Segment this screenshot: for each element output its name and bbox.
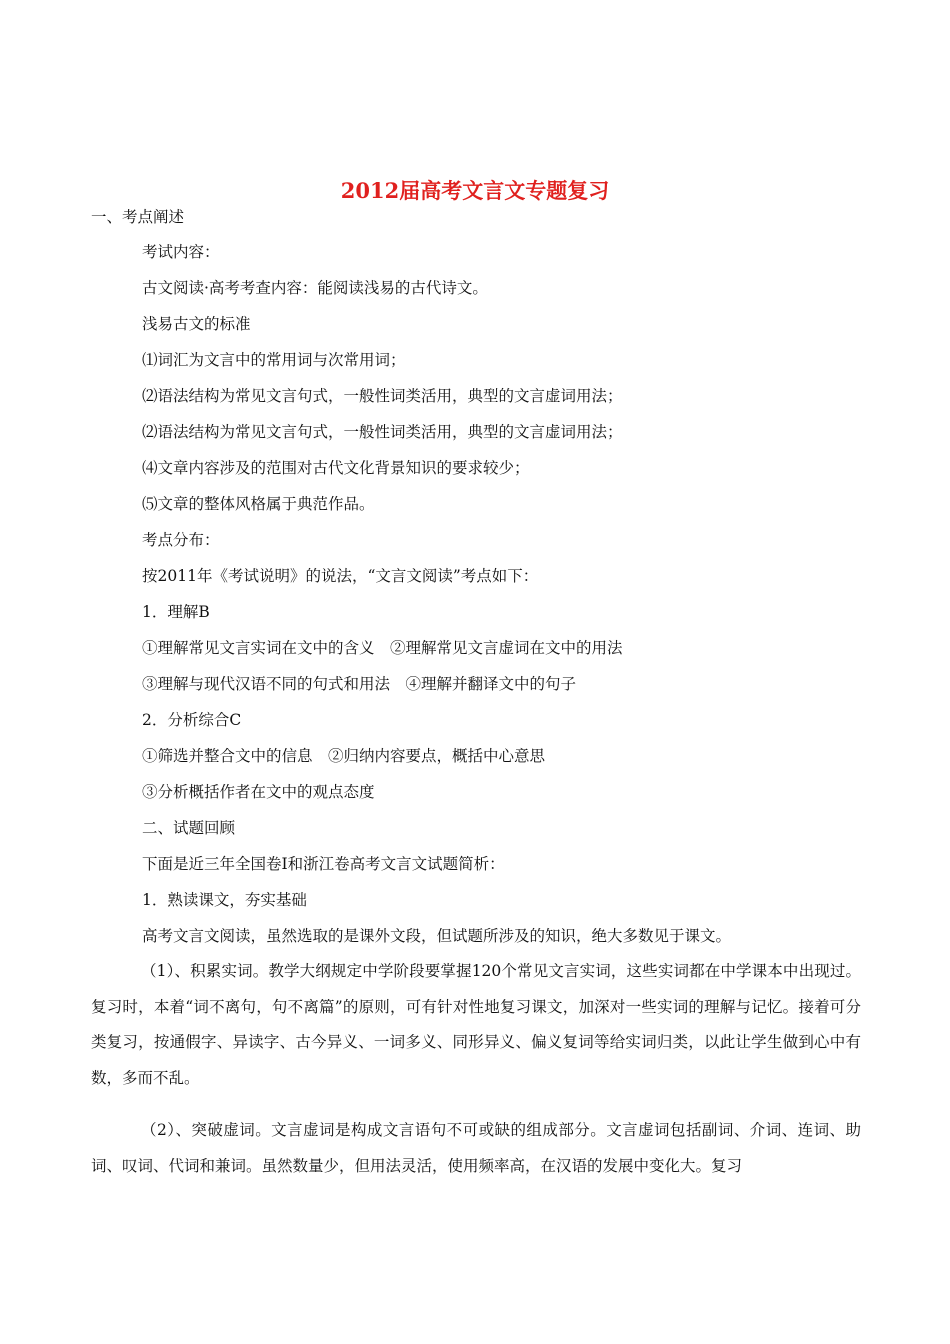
distribution-intro: 按2011年《考试说明》的说法，“文言文阅读”考点如下： [142,567,539,585]
standard-item: ⑷文章内容涉及的范围对古代文化背景知识的要求较少； [142,459,530,477]
exam-content-text: 古文阅读·高考考查内容：能阅读浅易的古代诗文。 [142,279,488,297]
review1-text: 高考文言文阅读，虽然选取的是课外文段，但试题所涉及的知识，绝大多数见于课文。 [142,927,732,945]
point1-heading: 1．理解B [142,603,210,621]
paragraph-content-words: （1）、积累实词。教学大纲规定中学阶段要掌握120个常见文言实词，这些实词都在中学课本中出现过。复习时，本着“词不离句，句不离篇”的原则，可有针对性地复习课文，加深对一些实词的理解与记忆。接着可分类复习，按通假字、异读字、古今异义、一词多义、同形异义、偏义复词等给实词归类，以此让学生做到心中有数，多而不乱。 [91,962,861,1087]
point1-line: ③理解与现代汉语不同的句式和用法 ④理解并翻译文中的句子 [142,675,577,693]
point2-heading: 2．分析综合C [142,711,242,729]
page-title: 2012届高考文言文专题复习 [340,178,610,203]
point2-line: ①筛选并整合文中的信息 ②归纳内容要点，概括中心意思 [142,747,546,765]
standard-item: ⑴词汇为文言中的常用词与次常用词； [142,351,406,369]
paragraph-function-words: （2）、突破虚词。文言虚词是构成文言语句不可或缺的组成部分。文言虚词包括副词、介词、连词、助词、叹词、代词和兼词。虽然数量少，但用法灵活，使用频率高，在汉语的发展中变化大。复习 [91,1121,861,1175]
standard-item: ⑵语法结构为常见文言句式，一般性词类活用，典型的文言虚词用法； [142,387,623,405]
standard-label: 浅易古文的标准 [142,315,251,333]
review-intro: 下面是近三年全国卷Ⅰ和浙江卷高考文言文试题简析： [142,855,505,873]
exam-content-label: 考试内容： [142,243,220,261]
distribution-label: 考点分布： [142,531,220,549]
standard-item: ⑵语法结构为常见文言句式，一般性词类活用，典型的文言虚词用法； [142,423,623,441]
review1-heading: 1．熟读课文，夯实基础 [142,891,307,909]
standard-item: ⑸文章的整体风格属于典范作品。 [142,495,375,513]
point2-line: ③分析概括作者在文中的观点态度 [142,783,375,801]
point1-line: ①理解常见文言实词在文中的含义 ②理解常见文言虚词在文中的用法 [142,639,623,657]
section-heading-review: 二、试题回顾 [142,819,236,837]
section-heading-exam-points: 一、考点阐述 [91,208,185,226]
